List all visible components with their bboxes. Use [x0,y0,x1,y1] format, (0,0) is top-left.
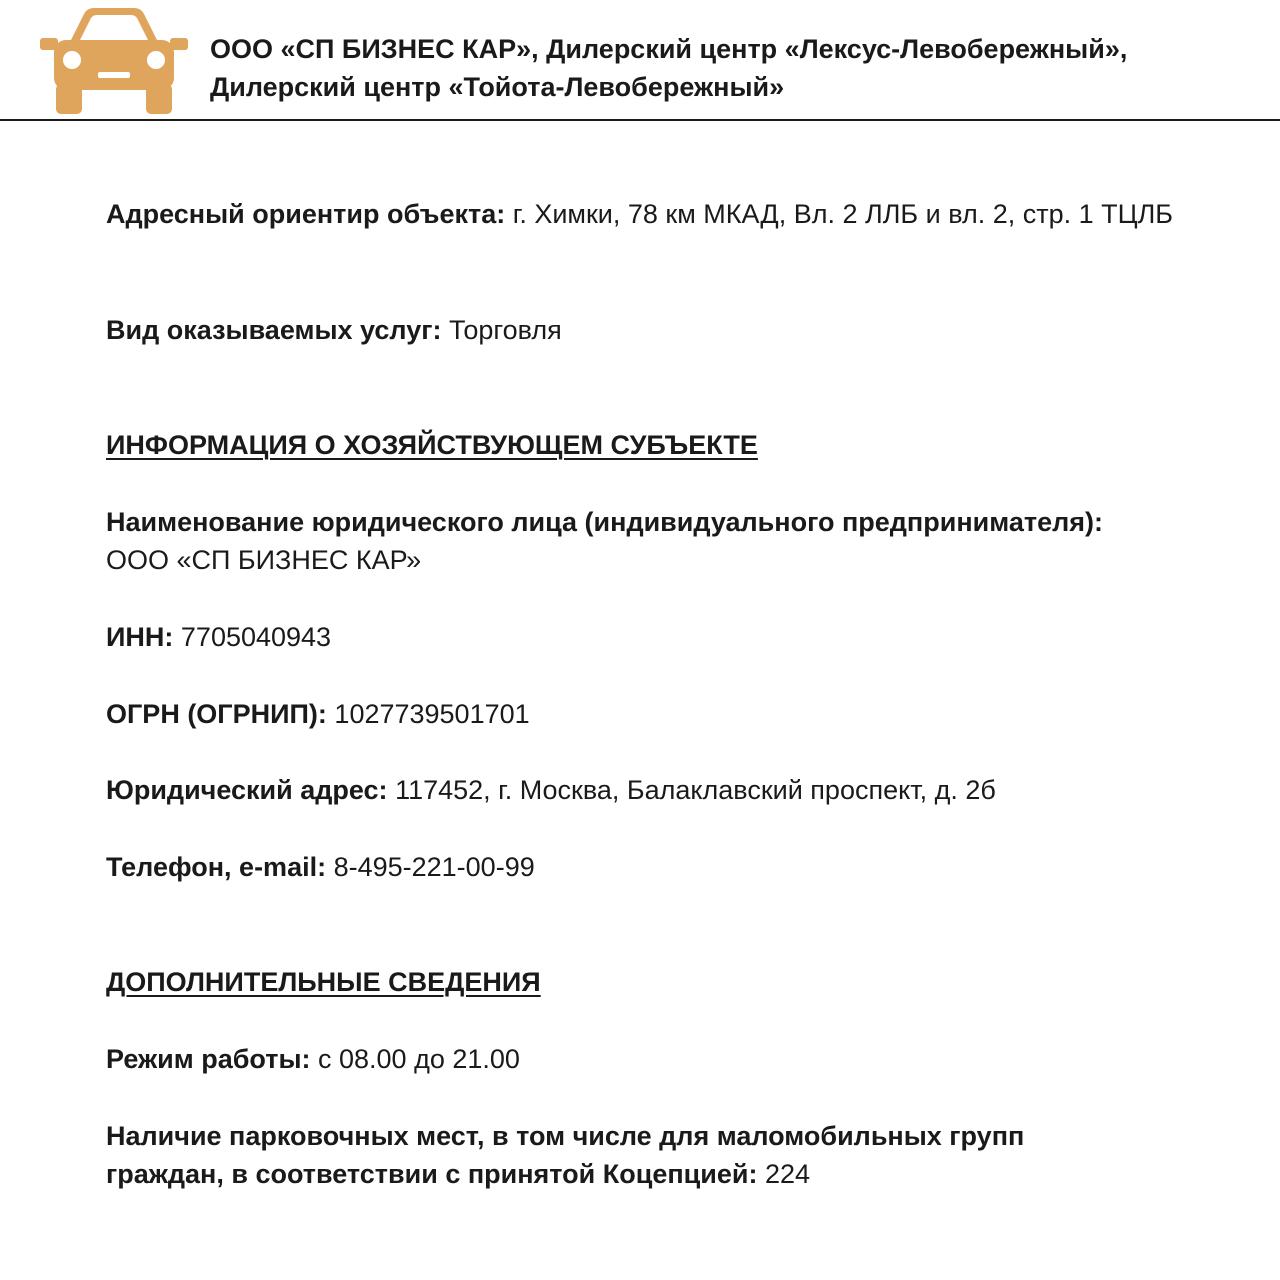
working-hours [106,1040,1186,1078]
page-header [0,0,1280,121]
working-hours-label: Режим работы: [106,1044,311,1074]
working-hours-value: с 08.00 до 21.00 [310,1044,520,1074]
legal-address [106,771,1186,809]
phone-email-label: Телефон, e-mail: [106,852,327,882]
phone-email-value: 8-495-221-00-99 [326,852,535,882]
legal-entity-name-label: Наименование юридического лица (индивидуального предпринимателя): [106,507,1103,537]
ogrn [106,695,1186,733]
header-title-line-1: ООО «СП БИЗНЕС КАР», Дилерский центр «Лексус-Левобережный», [210,34,1128,64]
header-title [210,30,1250,106]
inn [106,618,1186,656]
ogrn-value: 1027739501701 [326,699,530,729]
parking-spaces-label: Наличие парковочных мест, в том числе для маломобильных групп граждан, в соответствии с принятой Коцепцией: [106,1121,1025,1189]
parking-spaces-value: 224 [757,1159,811,1189]
phone-email [106,848,1186,886]
header-title-line-2: Дилерский центр «Тойота-Левобережный» [210,72,785,102]
legal-address-label: Юридический адрес: [106,775,388,805]
car-icon [40,6,188,116]
object-address-value: г. Химки, 78 км МКАД, Вл. 2 ЛЛБ и вл. 2, стр. 1 ТЦЛБ [505,199,1174,229]
legal-entity-name-value: ООО «СП БИЗНЕС КАР» [106,545,422,575]
services-type-label: Вид оказываемых услуг: [106,315,442,345]
object-address [106,195,1186,233]
services-type [106,311,1186,349]
inn-value: 7705040943 [173,622,332,652]
legal-entity-name [106,503,1186,579]
legal-address-value: 117452, г. Москва, Балаклавский проспект, д. 2б [387,775,996,805]
parking-spaces [106,1117,1106,1193]
ogrn-label: ОГРН (ОГРНИП): [106,699,327,729]
services-type-value: Торговля [441,315,562,345]
object-address-label: Адресный ориентир объекта: [106,199,506,229]
section-title-additional: ДОПОЛНИТЕЛЬНЫЕ СВЕДЕНИЯ [106,967,541,997]
inn-label: ИНН: [106,622,174,652]
section-title-entity: ИНФОРМАЦИЯ О ХОЗЯЙСТВУЮЩЕМ СУБЪЕКТЕ [106,430,758,460]
